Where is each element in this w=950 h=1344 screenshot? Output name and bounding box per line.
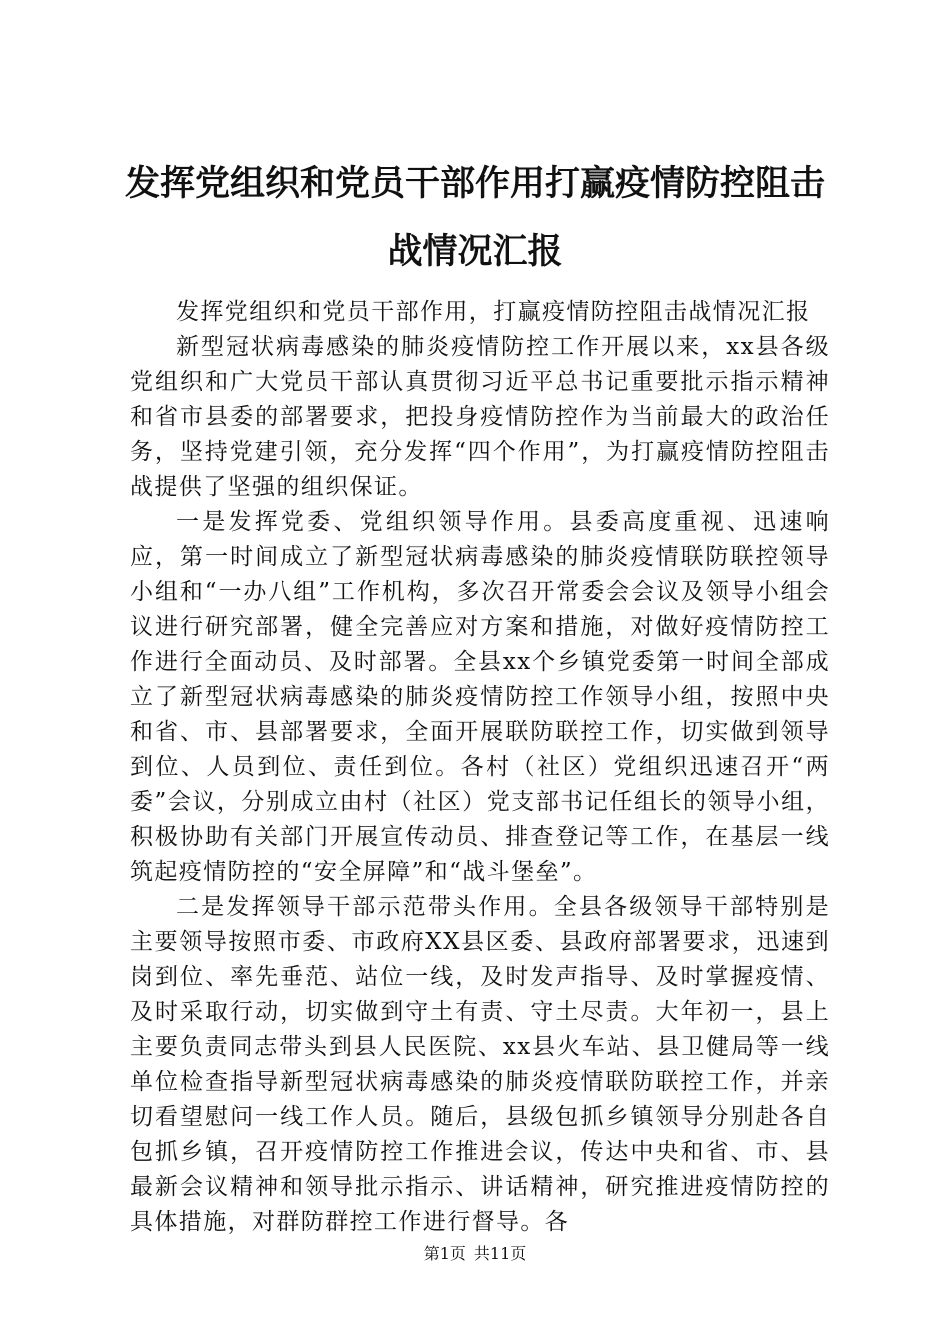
paragraph-subtitle: 发挥党组织和党员干部作用，打赢疫情防控阻击战情况汇报: [176, 299, 811, 325]
paragraph-point-two: 二是发挥领导干部示范带头作用。全县各级领导干部特别是主要领导按照市委、市政府XX县区委、县政府部署要求，迅速到岗到位、率先垂范、站位一线，及时发声指导、及时掌握疫情、及时采取行动，切实做到守土有责、守土尽责。大年初一，县上主要负责同志带头到县人民医院、xx县火车站、县卫健局等一线单位检查指导新型冠状病毒感染的肺炎疫情联防联控工作，并亲切看望慰问一线工作人员。随后，县级包抓乡镇领导分别赴各自包抓乡镇，召开疫情防控工作推进会议，传达中央和省、市、县最新会议精神和领导批示指示、讲话精神，研究推进疫情防控的具体措施，对群防群控工作进行督导。各: [130, 894, 830, 1235]
page-number-total: 共11页: [473, 1244, 527, 1263]
page-footer: [0, 1242, 950, 1266]
document-title-line-1: 发挥党组织和党员干部作用打赢疫情防控阻击: [124, 163, 825, 204]
paragraph-point-one: 一是发挥党委、党组织领导作用。县委高度重视、迅速响应，第一时间成立了新型冠状病毒感染的肺炎疫情联防联控领导小组和“一办八组”工作机构，多次召开常委会会议及领导小组会议进行研究部署，健全完善应对方案和措施，对做好疫情防控工作进行全面动员、及时部署。全县xx个乡镇党委第一时间全部成立了新型冠状病毒感染的肺炎疫情防控工作领导小组，按照中央和省、市、县部署要求，全面开展联防联控工作，切实做到领导到位、人员到位、责任到位。各村（社区）党组织迅速召开“两委”会议，分别成立由村（社区）党支部书记任组长的领导小组，积极协助有关部门开展宣传动员、排查登记等工作，在基层一线筑起疫情防控的“安全屏障”和“战斗堡垒”。: [130, 509, 830, 885]
document-body: [130, 295, 830, 1240]
page-number-current: 第1页: [423, 1244, 466, 1263]
document-title-line-2: 战情况汇报: [387, 231, 563, 272]
paragraph-intro: 新型冠状病毒感染的肺炎疫情防控工作开展以来，xx县各级党组织和广大党员干部认真贯彻习近平总书记重要批示指示精神和省市县委的部署要求，把投身疫情防控作为当前最大的政治任务，坚持党建引领，充分发挥“四个作用”，为打赢疫情防控阻击战提供了坚强的组织保证。: [130, 334, 830, 500]
